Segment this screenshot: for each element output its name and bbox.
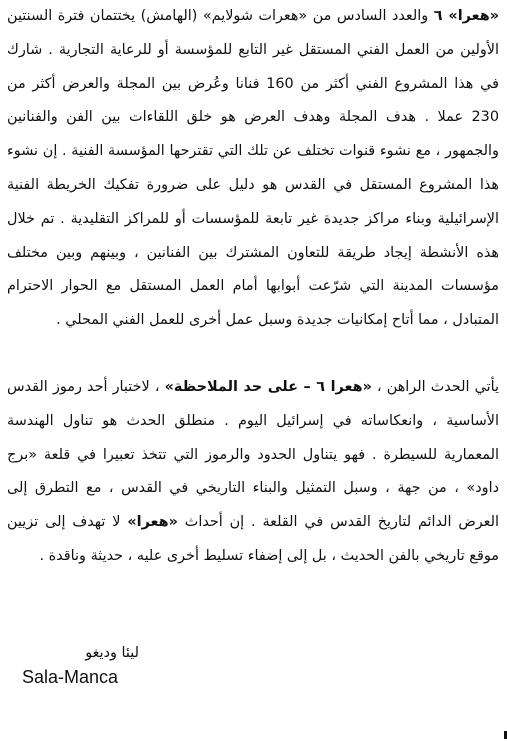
- paragraph-event-text-a: يأتي الحدث الراهن ،: [371, 379, 499, 395]
- paragraph-event-text-c: لا تهدف إلى تزيين موقع تاريخي بالفن الحديث ، بل إلى إضفاء تسليط أخرى عليه ، حديثة وناقدة .: [7, 514, 499, 564]
- paragraph-event: [7, 371, 499, 574]
- paragraph-intro: [7, 0, 499, 338]
- bold-event-title: «هعرا ٦ – على حد الملاحظة»: [164, 379, 372, 395]
- bold-haara: «هعرا»: [127, 514, 178, 531]
- bold-title-haara-6: «هعرا» ٦: [433, 8, 499, 24]
- signature-arabic: ليئا وديغو: [85, 645, 139, 661]
- signature-latin: Sala-Manca: [22, 667, 119, 687]
- paragraph-event-text-b: ، لاختبار أحد رموز القدس الأساسية ، وانعكاساته في إسرائيل اليوم . منطلق الحدث هو تناول الهندسة المعمارية للسيطرة . فهو يتناول الحدود والرموز التي تتخذ تعبيرا في قلعة «برج داود» ، من جهة ، وسبل التمثيل والبناء التاريخي في القدس ، مع التطرق إلى العرض الدائم لتاريخ القدس في القلعة . إن أحداث: [7, 379, 499, 531]
- paragraph-intro-text: والعدد السادس من «هعرات شولايم» (الهامش) يختتمان فترة السنتين الأولين من العمل الفني المستقل غير التابع للمؤسسة أو للرعاية التجارية . شارك في هذا المشروع الفني أكثر من 160 فنانا وعُرض بين المجلة والعرض أكثر من 230 عملا . هدف المجلة وهدف العرض هو خلق اللقاءات بين الفن والفنانين والجمهور ، مع نشوء قنوات تختلف عن تلك التي تقترحها المؤسسة الفنية . إن نشوء هذا المشروع المستقل في القدس هو دليل على ضرورة تفكيك الخريطة الفنية الإسرائيلية وبناء مراكز جديدة غير تابعة للمؤسسات أو للمراكز التقليدية . تم خلال هذه الأنشطة إيجاد طريقة للتعاون المشترك بين الفنانين ، وبينهم وبين مختلف مؤسسات المدينة التي شرّعت أبوابها أمام العمل المستقل مع الحوار الاحترام المتبادل ، مما أتاح إمكانيات جديدة وسبل عمل أخرى للعمل الفني المحلي .: [7, 8, 499, 329]
